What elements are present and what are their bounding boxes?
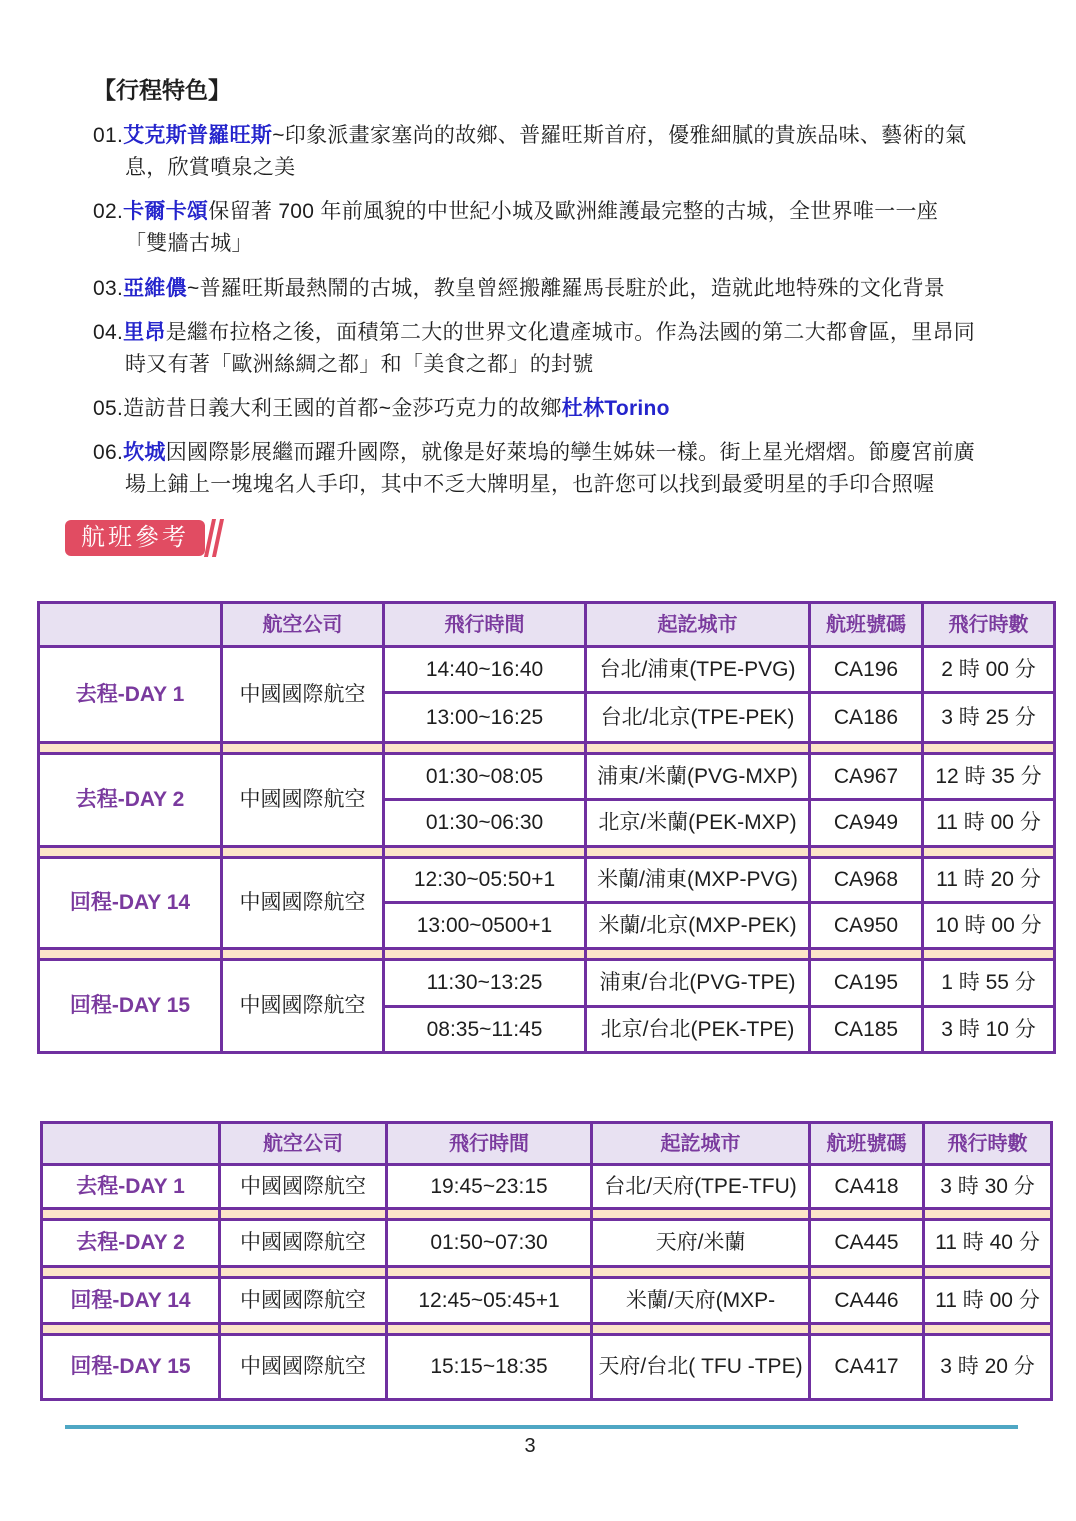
feature-item-06 <box>93 437 975 501</box>
separator-row <box>39 743 1055 754</box>
flights-section-tag: 航班參考 <box>65 520 205 556</box>
feature-number: 03. <box>93 277 124 300</box>
time-cell: 11:30~13:25 <box>384 960 586 1007</box>
feature-text: 保留著 700 年前風貌的中世紀小城及歐洲維護最完整的古城，全世界唯一一座 <box>208 200 939 223</box>
flight-number-cell: CA445 <box>810 1220 924 1267</box>
table-row <box>39 647 1055 693</box>
separator-row <box>39 847 1055 858</box>
time-cell: 12:30~05:50+1 <box>384 858 586 903</box>
separator-cell <box>384 847 586 858</box>
separator-cell <box>586 743 810 754</box>
separator-cell <box>220 1209 387 1220</box>
feature-number: 01. <box>93 124 124 147</box>
separator-cell <box>810 1267 924 1278</box>
segment-label: 回程-DAY 15 <box>42 1335 220 1400</box>
feature-highlight: 坎城 <box>123 441 166 464</box>
table-header-row <box>42 1123 1052 1165</box>
feature-text-continuation: 息，欣賞噴泉之美 <box>125 156 296 179</box>
route-cell: 台北/北京(TPE-PEK) <box>586 693 810 743</box>
airline-cell: 中國國際航空 <box>220 1165 387 1209</box>
separator-cell <box>592 1267 810 1278</box>
time-cell: 12:45~05:45+1 <box>387 1278 592 1324</box>
separator-cell <box>222 847 384 858</box>
feature-highlight: 卡爾卡頌 <box>123 200 209 223</box>
separator-cell <box>810 1209 924 1220</box>
feature-highlight: 亞維儂 <box>123 277 187 300</box>
feature-highlight: 里昂 <box>123 321 166 344</box>
separator-cell <box>810 1324 924 1335</box>
footer-rule <box>65 1425 1018 1429</box>
airline-cell: 中國國際航空 <box>220 1220 387 1267</box>
separator-cell <box>222 743 384 754</box>
feature-highlight: 杜林Torino <box>561 397 670 420</box>
separator-cell <box>222 949 384 960</box>
airline-cell: 中國國際航空 <box>220 1278 387 1324</box>
header-flight-number: 航班號碼 <box>810 603 923 647</box>
separator-cell <box>220 1267 387 1278</box>
segment-label: 去程-DAY 2 <box>39 754 222 847</box>
duration-cell: 11 時 00 分 <box>924 1278 1052 1324</box>
separator-cell <box>924 1267 1052 1278</box>
separator-cell <box>39 847 222 858</box>
separator-cell <box>586 949 810 960</box>
duration-cell: 11 時 20 分 <box>923 858 1055 903</box>
duration-cell: 11 時 00 分 <box>923 800 1055 847</box>
route-cell: 米蘭/浦東(MXP-PVG) <box>586 858 810 903</box>
header-airline: 航空公司 <box>220 1123 387 1165</box>
flight-number-cell: CA195 <box>810 960 923 1007</box>
segment-label: 回程-DAY 15 <box>39 960 222 1053</box>
separator-cell <box>924 1209 1052 1220</box>
header-blank <box>42 1123 220 1165</box>
table-row <box>42 1220 1052 1267</box>
feature-text-continuation: 時又有著「歐洲絲綢之都」和「美食之都」的封號 <box>125 353 594 376</box>
duration-cell: 10 時 00 分 <box>923 903 1055 949</box>
time-cell: 13:00~0500+1 <box>384 903 586 949</box>
header-flight-number: 航班號碼 <box>810 1123 924 1165</box>
flight-number-cell: CA185 <box>810 1007 923 1053</box>
route-cell: 台北/浦東(TPE-PVG) <box>586 647 810 693</box>
feature-text: 因國際影展繼而躍升國際，就像是好萊塢的孿生姊妹一樣。街上星光熠熠。節慶宮前廣 <box>165 441 976 464</box>
separator-cell <box>810 743 923 754</box>
header-blank <box>39 603 222 647</box>
separator-cell <box>384 743 586 754</box>
feature-text: ~普羅旺斯最熱鬧的古城，教皇曾經搬離羅馬長駐於此，造就此地特殊的文化背景 <box>187 277 946 300</box>
header-duration: 飛行時數 <box>923 603 1055 647</box>
feature-number: 06. <box>93 441 124 464</box>
segment-label: 回程-DAY 14 <box>39 858 222 949</box>
segment-label: 去程-DAY 2 <box>42 1220 220 1267</box>
flight-number-cell: CA950 <box>810 903 923 949</box>
time-cell: 15:15~18:35 <box>387 1335 592 1400</box>
flight-number-cell: CA196 <box>810 647 923 693</box>
feature-item-04 <box>93 317 975 381</box>
page-number: 3 <box>524 1435 536 1457</box>
time-cell: 01:30~06:30 <box>384 800 586 847</box>
flight-number-cell: CA968 <box>810 858 923 903</box>
separator-cell <box>42 1267 220 1278</box>
header-flight-time: 飛行時間 <box>384 603 586 647</box>
separator-cell <box>387 1324 592 1335</box>
flight-number-cell: CA186 <box>810 693 923 743</box>
table-row <box>39 960 1055 1007</box>
header-route: 起訖城市 <box>592 1123 810 1165</box>
separator-cell <box>592 1209 810 1220</box>
separator-cell <box>923 743 1055 754</box>
header-airline: 航空公司 <box>222 603 384 647</box>
feature-number: 04. <box>93 321 124 344</box>
table-header-row <box>39 603 1055 647</box>
segment-label: 去程-DAY 1 <box>42 1165 220 1209</box>
table-row <box>39 858 1055 903</box>
airline-cell: 中國國際航空 <box>222 647 384 743</box>
separator-cell <box>384 949 586 960</box>
duration-cell: 12 時 35 分 <box>923 754 1055 800</box>
segment-label: 回程-DAY 14 <box>42 1278 220 1324</box>
feature-highlight: 艾克斯普羅旺斯 <box>123 124 273 147</box>
separator-cell <box>592 1324 810 1335</box>
flight-table-main <box>37 601 1056 1054</box>
header-duration: 飛行時數 <box>924 1123 1052 1165</box>
separator-cell <box>923 847 1055 858</box>
time-cell: 19:45~23:15 <box>387 1165 592 1209</box>
separator-cell <box>810 847 923 858</box>
flight-number-cell: CA418 <box>810 1165 924 1209</box>
table-row <box>42 1278 1052 1324</box>
table-row <box>42 1165 1052 1209</box>
route-cell: 北京/米蘭(PEK-MXP) <box>586 800 810 847</box>
header-route: 起訖城市 <box>586 603 810 647</box>
route-cell: 台北/天府(TPE-TFU) <box>592 1165 810 1209</box>
route-cell: 米蘭/北京(MXP-PEK) <box>586 903 810 949</box>
route-cell: 浦東/台北(PVG-TPE) <box>586 960 810 1007</box>
duration-cell: 2 時 00 分 <box>923 647 1055 693</box>
table-row <box>39 754 1055 800</box>
feature-item-05 <box>93 393 670 425</box>
feature-text: ~印象派畫家塞尚的故鄉、普羅旺斯首府，優雅細膩的貴族品味、藝術的氣 <box>272 124 967 147</box>
feature-item-02 <box>93 196 938 260</box>
flight-number-cell: CA949 <box>810 800 923 847</box>
separator-cell <box>42 1324 220 1335</box>
duration-cell: 1 時 55 分 <box>923 960 1055 1007</box>
time-cell: 08:35~11:45 <box>384 1007 586 1053</box>
flight-table-alternative <box>40 1121 1053 1401</box>
duration-cell: 3 時 10 分 <box>923 1007 1055 1053</box>
route-cell: 北京/台北(PEK-TPE) <box>586 1007 810 1053</box>
flight-number-cell: CA446 <box>810 1278 924 1324</box>
separator-cell <box>586 847 810 858</box>
duration-cell: 11 時 40 分 <box>924 1220 1052 1267</box>
flight-number-cell: CA417 <box>810 1335 924 1400</box>
airline-cell: 中國國際航空 <box>222 960 384 1053</box>
time-cell: 01:30~08:05 <box>384 754 586 800</box>
time-cell: 01:50~07:30 <box>387 1220 592 1267</box>
flight-number-cell: CA967 <box>810 754 923 800</box>
table-row <box>42 1335 1052 1400</box>
feature-item-01 <box>93 120 966 184</box>
separator-cell <box>42 1209 220 1220</box>
separator-row <box>39 949 1055 960</box>
feature-text-continuation: 「雙牆古城」 <box>125 232 253 255</box>
separator-row <box>42 1324 1052 1335</box>
feature-text-continuation: 場上鋪上一塊塊名人手印，其中不乏大牌明星，也許您可以找到最愛明星的手印合照喔 <box>125 473 935 496</box>
airline-cell: 中國國際航空 <box>222 754 384 847</box>
separator-cell <box>387 1209 592 1220</box>
header-flight-time: 飛行時間 <box>387 1123 592 1165</box>
route-cell: 天府/台北( TFU -TPE) <box>592 1335 810 1400</box>
time-cell: 14:40~16:40 <box>384 647 586 693</box>
separator-row <box>42 1209 1052 1220</box>
separator-cell <box>923 949 1055 960</box>
separator-cell <box>810 949 923 960</box>
duration-cell: 3 時 30 分 <box>924 1165 1052 1209</box>
feature-text: 是繼布拉格之後，面積第二大的世界文化遺產城市。作為法國的第二大都會區，里昂同 <box>165 321 976 344</box>
route-cell: 米蘭/天府(MXP- <box>592 1278 810 1324</box>
separator-cell <box>39 949 222 960</box>
feature-number: 05. <box>93 397 124 420</box>
duration-cell: 3 時 20 分 <box>924 1335 1052 1400</box>
airline-cell: 中國國際航空 <box>220 1335 387 1400</box>
separator-cell <box>220 1324 387 1335</box>
feature-number: 02. <box>93 200 124 223</box>
airline-cell: 中國國際航空 <box>222 858 384 949</box>
segment-label: 去程-DAY 1 <box>39 647 222 743</box>
route-cell: 浦東/米蘭(PVG-MXP) <box>586 754 810 800</box>
time-cell: 13:00~16:25 <box>384 693 586 743</box>
feature-text: 造訪昔日義大利王國的首都~金莎巧克力的故鄉 <box>123 397 562 420</box>
features-title: 【行程特色】 <box>93 77 231 103</box>
separator-cell <box>39 743 222 754</box>
duration-cell: 3 時 25 分 <box>923 693 1055 743</box>
separator-row <box>42 1267 1052 1278</box>
feature-item-03 <box>93 273 945 305</box>
route-cell: 天府/米蘭 <box>592 1220 810 1267</box>
separator-cell <box>924 1324 1052 1335</box>
separator-cell <box>387 1267 592 1278</box>
